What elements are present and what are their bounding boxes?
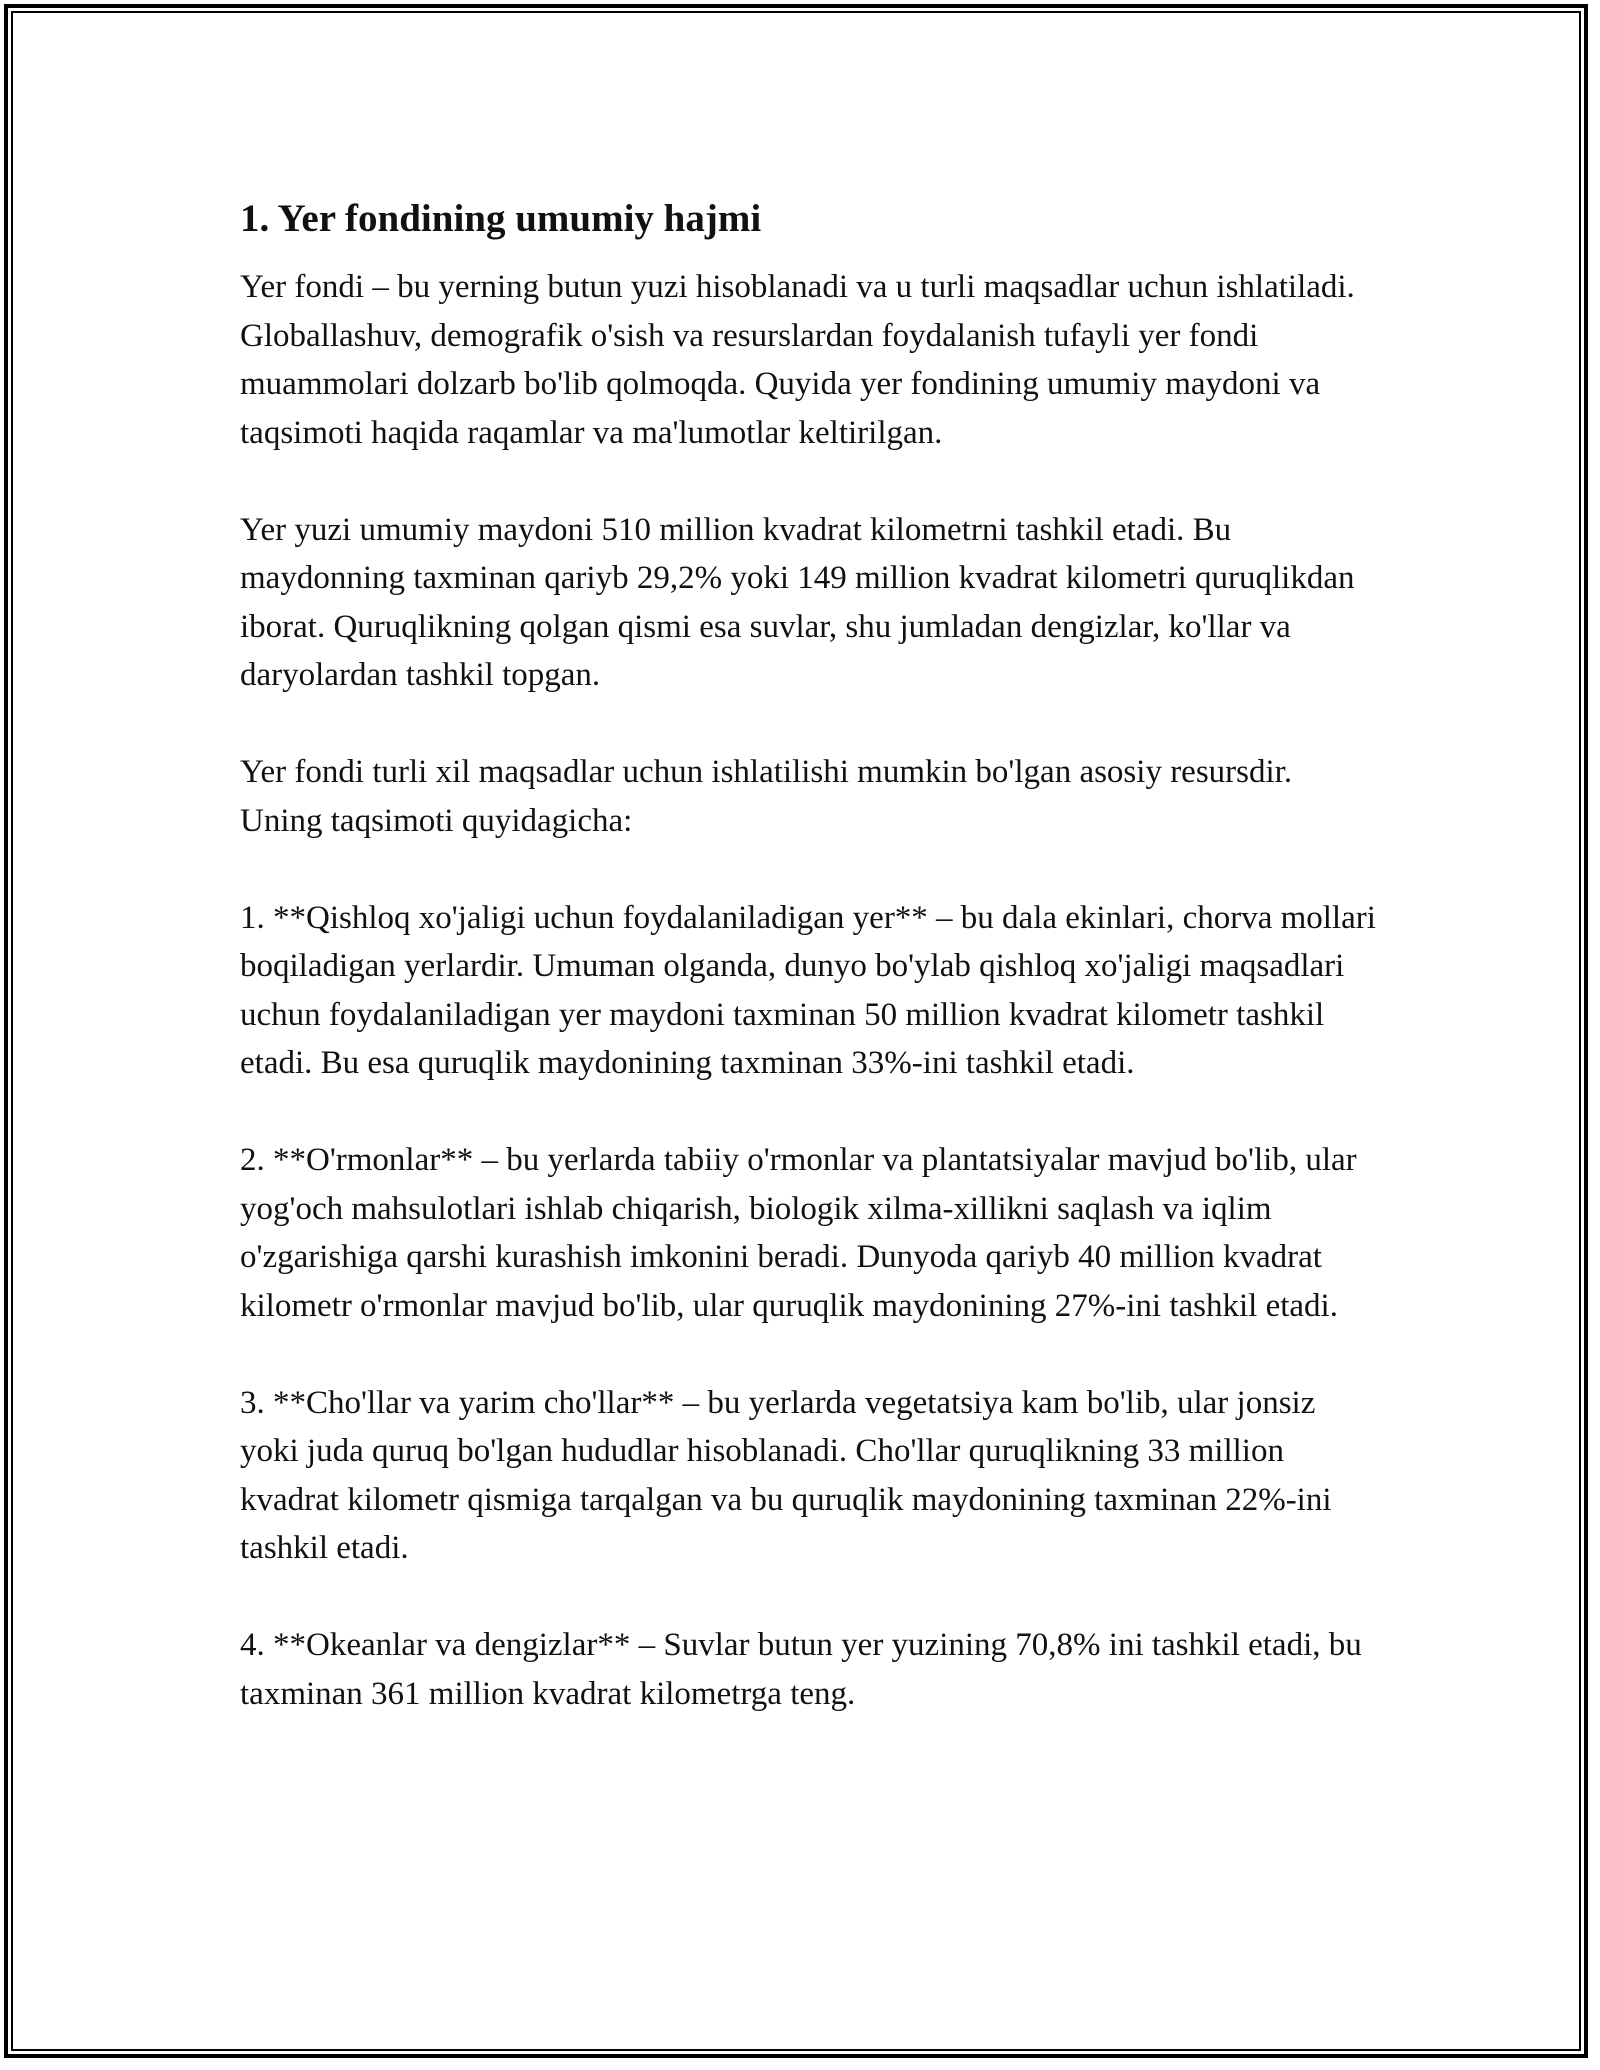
- list-item-agriculture: 1. **Qishloq xo'jaligi uchun foydalaniladigan yer** – bu dala ekinlari, chorva mollari boqiladigan yerlardir. Umuman olganda, dunyo bo'ylab qishloq xo'jaligi maqsadlari uchun foydalaniladigan yer maydoni taxminan 50 million kvadrat kilometr tashkil etadi. Bu esa quruqlik maydonining taxminan 33%-ini tashkil etadi.: [240, 899, 1376, 1081]
- page-title: 1. Yer fondining umumiy hajmi: [240, 197, 762, 240]
- list-item-deserts: 3. **Cho'llar va yarim cho'llar** – bu yerlarda vegetatsiya kam bo'lib, ular jonsiz yoki juda quruq bo'lgan hududlar hisoblanadi. Cho'llar quruqlikning 33 million kvadrat kilometr qismiga tarqalgan va bu quruqlik maydonining taxminan 22%-ini tashkil etadi.: [240, 1384, 1332, 1566]
- page-border-inner: [11, 11, 1581, 2051]
- paragraph-distribution-intro: Yer fondi turli xil maqsadlar uchun ishlatilishi mumkin bo'lgan asosiy resursdir. Uning taqsimoti quyidagicha:: [240, 754, 1293, 839]
- document-body: [240, 195, 1380, 1718]
- list-item-oceans: 4. **Okeanlar va dengizlar** – Suvlar butun yer yuzining 70,8% ini tashkil etadi, bu taxminan 361 million kvadrat kilometrga teng.: [240, 1627, 1362, 1712]
- list-item-forests: 2. **O'rmonlar** – bu yerlarda tabiiy o'rmonlar va plantatsiyalar mavjud bo'lib, ular yog'och mahsulotlari ishlab chiqarish, biologik xilma-xillikni saqlash va iqlim o'zgarishiga qarshi kurashish imkonini beradi. Dunyoda qariyb 40 million kvadrat kilometr o'rmonlar mavjud bo'lib, ular quruqlik maydonining 27%-ini tashkil etadi.: [240, 1142, 1357, 1324]
- page-border: [4, 4, 1588, 2058]
- paragraph-earth-surface: Yer yuzi umumiy maydoni 510 million kvadrat kilometrni tashkil etadi. Bu maydonning taxminan qariyb 29,2% yoki 149 million kvadrat kilometri quruqlikdan iborat. Quruqlikning qolgan qismi esa suvlar, shu jumladan dengizlar, ko'llar va daryolardan tashkil topgan.: [240, 511, 1355, 693]
- paragraph-intro: Yer fondi – bu yerning butun yuzi hisoblanadi va u turli maqsadlar uchun ishlatiladi. Globallashuv, demografik o'sish va resurslardan foydalanish tufayli yer fondi muammolari dolzarb bo'lib qolmoqda. Quyida yer fondining umumiy maydoni va taqsimoti haqida raqamlar va ma'lumotlar keltirilgan.: [240, 269, 1355, 451]
